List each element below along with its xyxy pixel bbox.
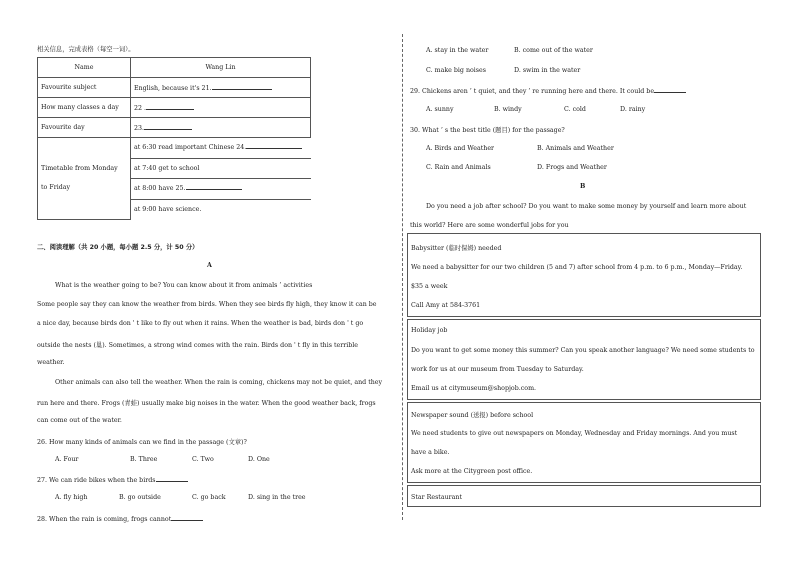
question-29: 29. Chickens aren ’ t quiet, and they ’ re running here and there. It could be [410,86,686,95]
answer-blank-24[interactable] [246,142,302,149]
option[interactable]: A. stay in the water [426,47,489,54]
passage-a-line: outside the nests (巢). Sometimes, a strong wind comes with the rain. Birds don ' t fly in this terrible [37,342,359,349]
column-divider [402,34,403,520]
option[interactable]: D. swim in the water [514,67,581,74]
passage-b-label: B [580,183,586,190]
ad-newspaper: Newspaper sound (送报) before school We need students to give out newspapers on Monday, Wednesday and Friday mornings. And you must have a bike. Ask more at the Citygreen post office. [407,402,761,483]
passage-a-line: a nice day, because birds don ' t like to fly out when it rains. When the weather is bad, birds don ' t go [37,320,364,327]
passage-a-line: run here and there. Frogs (青蛙) usually make big noises in the water. When the good weather back, frogs [37,400,376,407]
question-30: 30. What ’ s the best title (题目) for the passage? [410,127,565,134]
answer-blank-28[interactable] [171,514,203,521]
info-table [37,57,311,220]
passage-a-line: can come out of the water. [37,417,122,424]
answer-blank-29[interactable] [654,86,686,93]
table-header-name: Name [38,58,131,78]
passage-a-line: What is the weather going to be? You can know about it from animals ’ activities [55,282,313,289]
option[interactable]: B. windy [494,106,522,113]
ad-star-restaurant: Star Restaurant [407,485,761,507]
table-row: Favourite subject English, because it's 21. [38,78,311,98]
option[interactable]: D. Frogs and Weather [537,164,607,171]
instruction-text: 相关信息，完成表格（每空一词）。 [37,46,135,53]
timetable-label-line: Timetable from Monday [41,165,118,173]
answer-blank-22[interactable] [146,103,194,110]
option[interactable]: B. Three [130,456,158,463]
option[interactable]: D. sing in the tree [248,494,306,501]
answer-blank-27[interactable] [156,475,188,482]
table-header-wanglin: Wang Lin [131,58,311,78]
option[interactable]: C. Two [192,456,214,463]
table-row: How many classes a day 22 . [38,98,311,118]
ad-babysitter: Babysitter (临时保姆) needed We need a babysitter for our two children (5 and 7) after school from 4 p.m. to 6 p.m., Monday—Friday. $35 a week Call Amy at 584-3761 [407,233,761,317]
table-row: Favourite day 23. [38,118,311,138]
question-27: 27. We can ride bikes when the birds [37,475,188,484]
option[interactable]: C. go back [192,494,226,501]
passage-a-line: weather. [37,359,65,366]
ad-holiday-job: Holiday job Do you want to get some money this summer? Can you speak another language? We need some students to work for us at our museum from Tuesday to Saturday. Email us at citymuseum@shopjob.com. [407,319,761,400]
option[interactable]: C. make big noises [426,67,486,74]
option[interactable]: B. come out of the water [514,47,593,54]
passage-a-line: Other animals can also tell the weather. When the rain is coming, chickens may not be quiet, and they [55,379,383,386]
passage-a-line: Some people say they can know the weather from birds. When they see birds fly high, they know it can be [37,301,377,308]
option[interactable]: A. Four [55,456,79,463]
option[interactable]: B. go outside [119,494,161,501]
option[interactable]: A. fly high [55,494,88,501]
answer-blank-21[interactable] [212,83,272,90]
timetable-label-line: to Friday [41,184,71,192]
option[interactable]: D. rainy [620,106,646,113]
option[interactable]: D. One [248,456,270,463]
option[interactable]: C. Rain and Animals [426,164,491,171]
option[interactable]: A. sunny [426,106,454,113]
section-title: 二、阅读理解（共 20 小题，每小题 2.5 分，计 50 分） [37,244,199,251]
passage-b-intro: this world? Here are some wonderful jobs for you [410,222,569,229]
timetable-row: Timetable from Monday to Friday at 6:30 read important Chinese 24. at 7:40 get to school at 8:00 have 25. at 9:00 have science. [38,138,311,220]
option[interactable]: A. Birds and Weather [426,145,495,152]
answer-blank-25[interactable] [186,183,242,190]
passage-b-intro: Do you need a job after school? Do you want to make some money by yourself and learn more about [426,203,747,210]
passage-a-label: A [207,262,212,269]
question-28: 28. When the rain is coming, frogs cannot [37,514,203,523]
option[interactable]: C. cold [564,106,586,113]
answer-blank-23[interactable] [144,123,192,130]
option[interactable]: B. Animals and Weather [537,145,614,152]
question-26: 26. How many kinds of animals can we find in the passage (文章)? [37,439,247,446]
